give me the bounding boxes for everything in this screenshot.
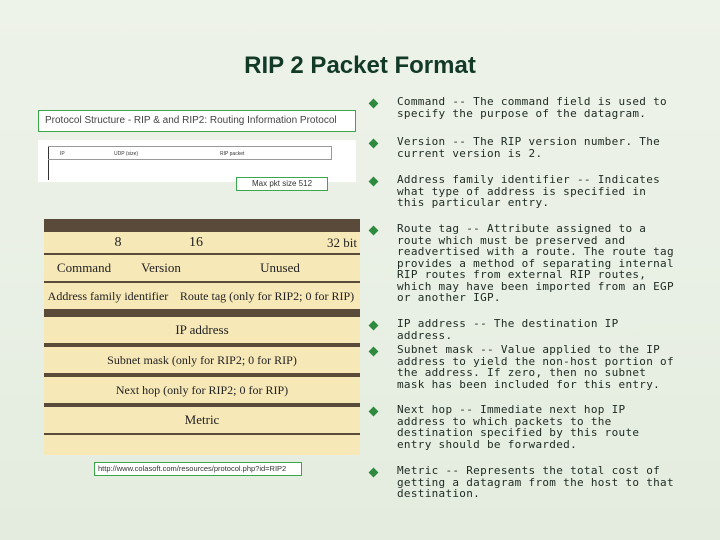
format-row-ip xyxy=(44,317,360,343)
bit-16: 16 xyxy=(189,234,203,250)
format-row-blank xyxy=(44,435,360,455)
bullet-text: Address family identifier -- Indicates what type of address is specified in this particular entry. xyxy=(397,173,661,209)
ip-label: IP xyxy=(60,151,65,157)
slide-title: RIP 2 Packet Format xyxy=(244,52,476,79)
field-version: Version xyxy=(141,260,181,275)
rip-label: RIP packet xyxy=(220,151,245,157)
field-unused: Unused xyxy=(260,260,300,275)
field-command: Command xyxy=(56,260,112,275)
bullet-text: Route tag -- Attribute assigned to a route which must be preserved and readvertised with a route. The route tag provides a method of separating internal RIP routes from external RIP routes, which may have been imported from an EGP or another IGP. xyxy=(397,222,674,304)
bullet-text: Version -- The RIP version number. The current version is 2. xyxy=(397,135,661,160)
format-row-command xyxy=(44,255,360,281)
header-diagram xyxy=(38,140,356,182)
field-next-hop: Next hop (only for RIP2; 0 for RIP) xyxy=(115,382,289,397)
field-route-tag: Route tag (only for RIP2; 0 for RIP) xyxy=(179,288,355,303)
max-packet-size-label: Max pkt size 512 xyxy=(236,177,328,191)
field-subnet-mask: Subnet mask (only for RIP2; 0 for RIP) xyxy=(107,352,297,367)
udp-label: UDP (size) xyxy=(114,151,139,157)
bullet-text: IP address -- The destination IP address. xyxy=(397,317,619,342)
source-url: http://www.colasoft.com/resources/protocol.php?id=RIP2 xyxy=(94,462,302,476)
field-address-family: Address family identifier xyxy=(47,288,169,303)
bullet-text: Command -- The command field is used to specify the purpose of the datagram. xyxy=(397,95,667,120)
bit-8: 8 xyxy=(114,234,122,250)
format-row-afi xyxy=(44,283,360,309)
bullet-text: Subnet mask -- Value applied to the IP address to yield the non-host portion of the address. If zero, then no subnet mask has been included for this entry. xyxy=(397,343,674,391)
protocol-banner: Protocol Structure - RIP & and RIP2: Routing Information Protocol xyxy=(38,110,356,132)
bullet-text: Metric -- Represents the total cost of getting a datagram from the host to that destination. xyxy=(397,464,674,500)
format-row-nexthop xyxy=(44,377,360,403)
bit-32: 32 bit xyxy=(327,234,357,250)
packet-format-table xyxy=(44,219,360,455)
field-metric: Metric xyxy=(184,412,220,427)
format-row-metric xyxy=(44,407,360,433)
format-row-subnet xyxy=(44,347,360,373)
bit-scale-row xyxy=(44,232,360,253)
bullet-text: Next hop -- Immediate next hop IP address to which packets to the destination specified by this route entry should be forwarded. xyxy=(397,403,640,451)
header-bar xyxy=(48,146,332,160)
field-ip-address: IP address xyxy=(175,322,229,337)
